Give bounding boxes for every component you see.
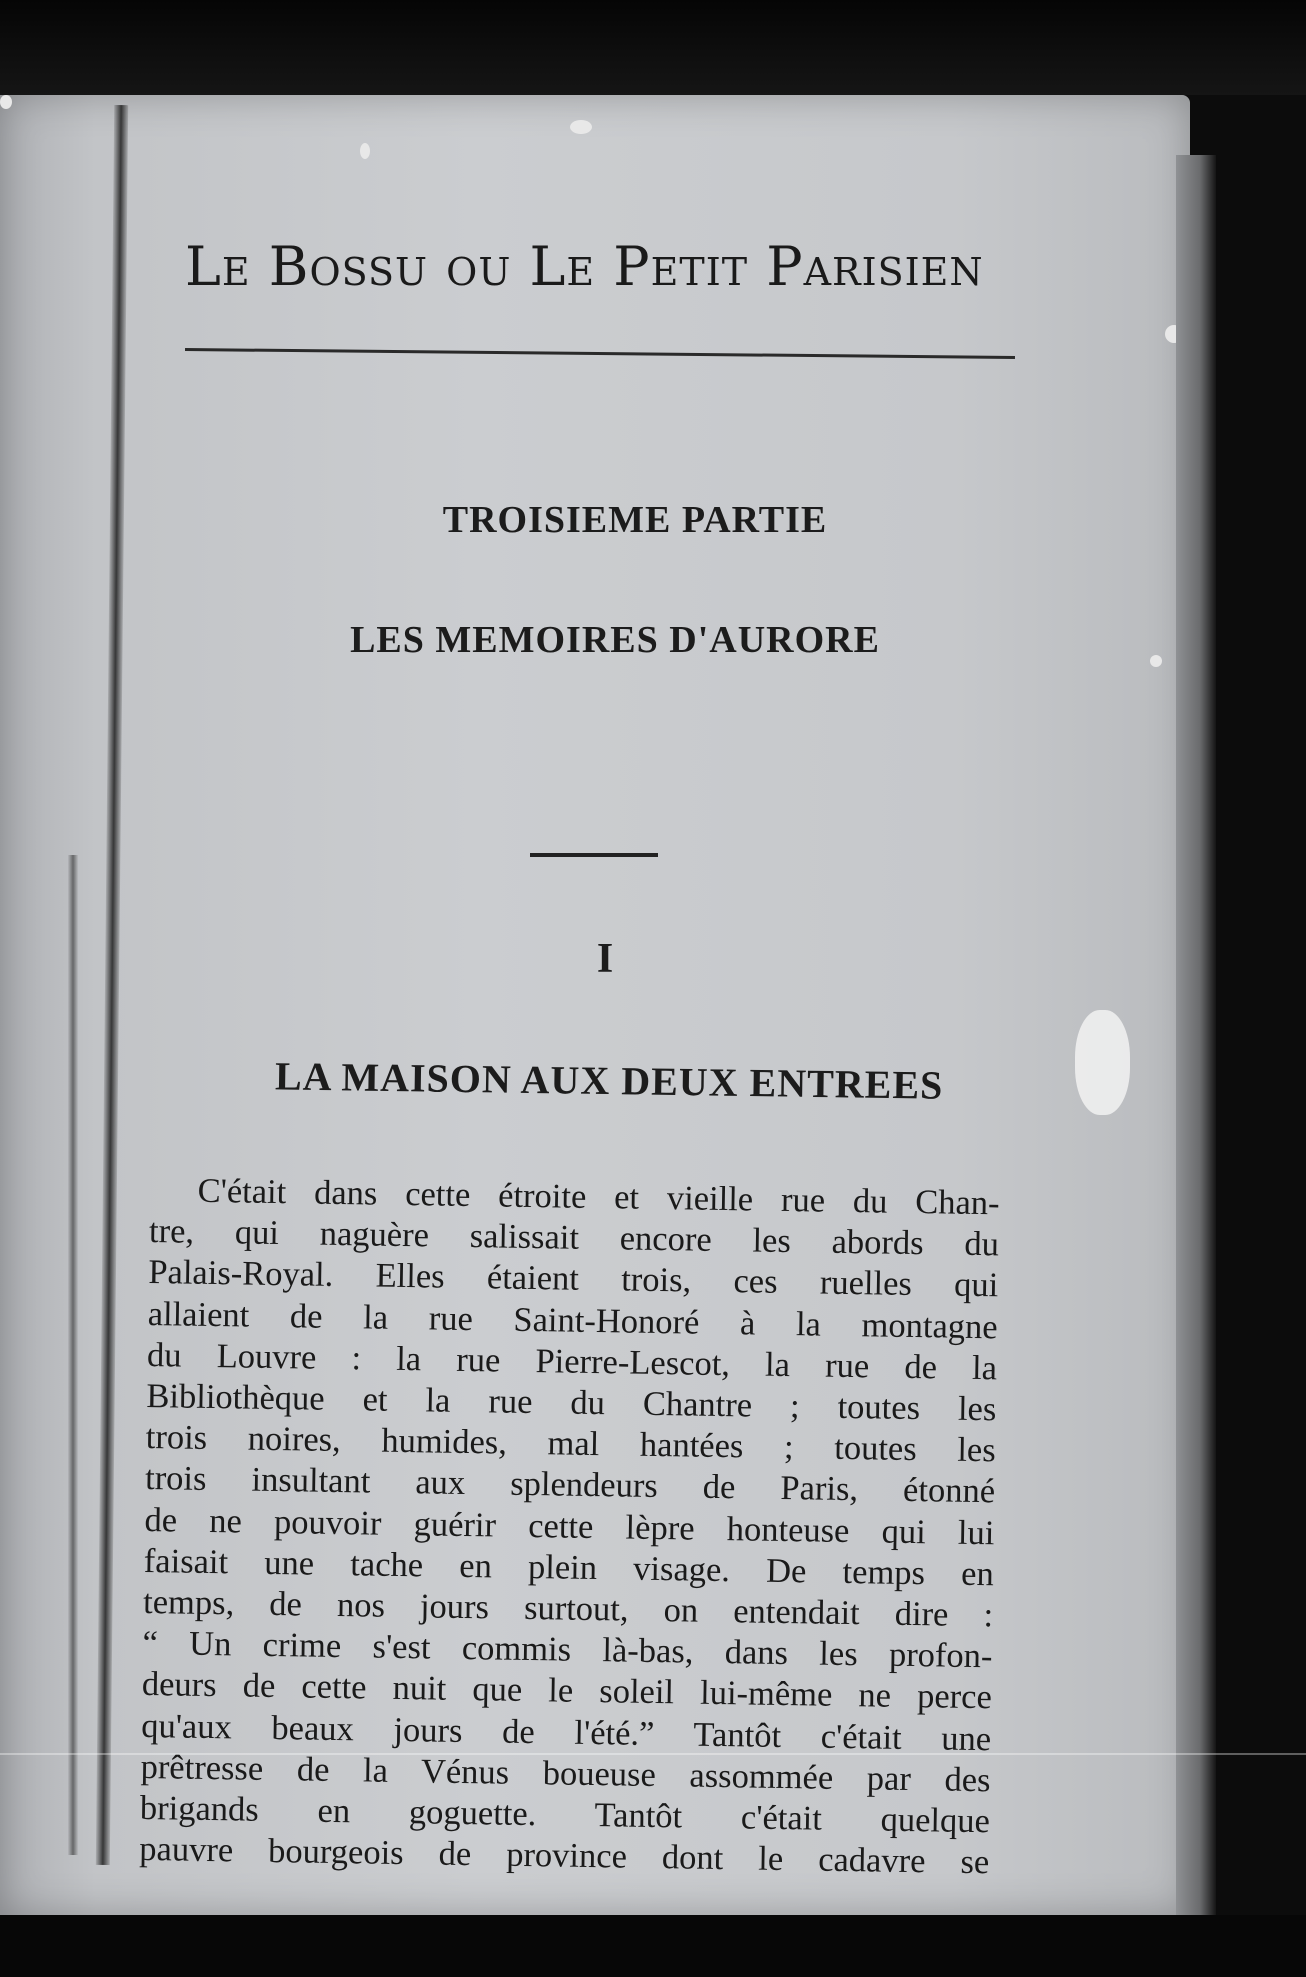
body-line: de ne pouvoir guérir cette lèpre honteuse qui lui (144, 1500, 995, 1552)
body-line: allaient de la rue Saint-Honoré à la montagne (147, 1294, 998, 1346)
book-page (0, 95, 1190, 1915)
part-title: LES MEMOIRES D'AURORE (350, 619, 880, 661)
page-edge (1176, 155, 1216, 1915)
body-line: pauvre bourgeois de province dont le cadavre se (139, 1830, 990, 1882)
body-line: du Louvre : la rue Pierre-Lescot, la rue de la (146, 1335, 998, 1388)
scan-border-bottom (0, 1915, 1306, 1977)
body-line: faisait une tache en plein visage. De temps en (143, 1541, 995, 1594)
body-line: brigands en goguette. Tantôt c'était quelque (139, 1788, 991, 1841)
body-text (139, 1170, 1000, 1884)
gutter-shadow (96, 105, 128, 1865)
gutter-shadow-lower (68, 855, 78, 1855)
paper-blemish (1075, 1010, 1130, 1115)
section-divider (530, 853, 658, 857)
scan-artifact-line (0, 1753, 1306, 1755)
header-rule (185, 348, 1015, 359)
body-line: “ Un crime s'est commis là-bas, dans les profon- (142, 1624, 993, 1676)
body-line: trois noires, humides, mal hantées ; toutes les (145, 1418, 996, 1470)
scan-border-top (0, 0, 1306, 95)
running-head: Le Bossu ou Le Petit Parisien (185, 235, 984, 298)
body-line: tre, qui naguère salissait encore les abords du (148, 1212, 1000, 1264)
body-line: prêtresse de la Vénus boueuse assommée par des (140, 1747, 991, 1800)
body-line: trois insultant aux splendeurs de Paris, étonné (144, 1459, 996, 1511)
body-line: Palais-Royal. Elles étaient trois, ces ruelles qui (148, 1253, 999, 1305)
part-label: TROISIEME PARTIE (442, 499, 828, 541)
body-line: deurs de cette nuit que le soleil lui-même ne perce (141, 1665, 993, 1717)
body-line: Bibliothèque et la rue du Chantre ; toutes les (146, 1376, 997, 1429)
paper-speck (0, 95, 12, 109)
chapter-title: LA MAISON AUX DEUX ENTREES (274, 1053, 944, 1108)
chapter-number: I (596, 936, 614, 982)
paper-speck (1150, 655, 1162, 667)
body-line: C'était dans cette étroite et vieille rue du Chan- (197, 1171, 1000, 1223)
body-line: temps, de nos jours surtout, on entendait dire : (142, 1582, 994, 1635)
body-line: qu'aux beaux jours de l'été.” Tantôt c'était une (140, 1706, 992, 1758)
paper-speck (570, 120, 592, 134)
paper-speck (360, 143, 370, 159)
